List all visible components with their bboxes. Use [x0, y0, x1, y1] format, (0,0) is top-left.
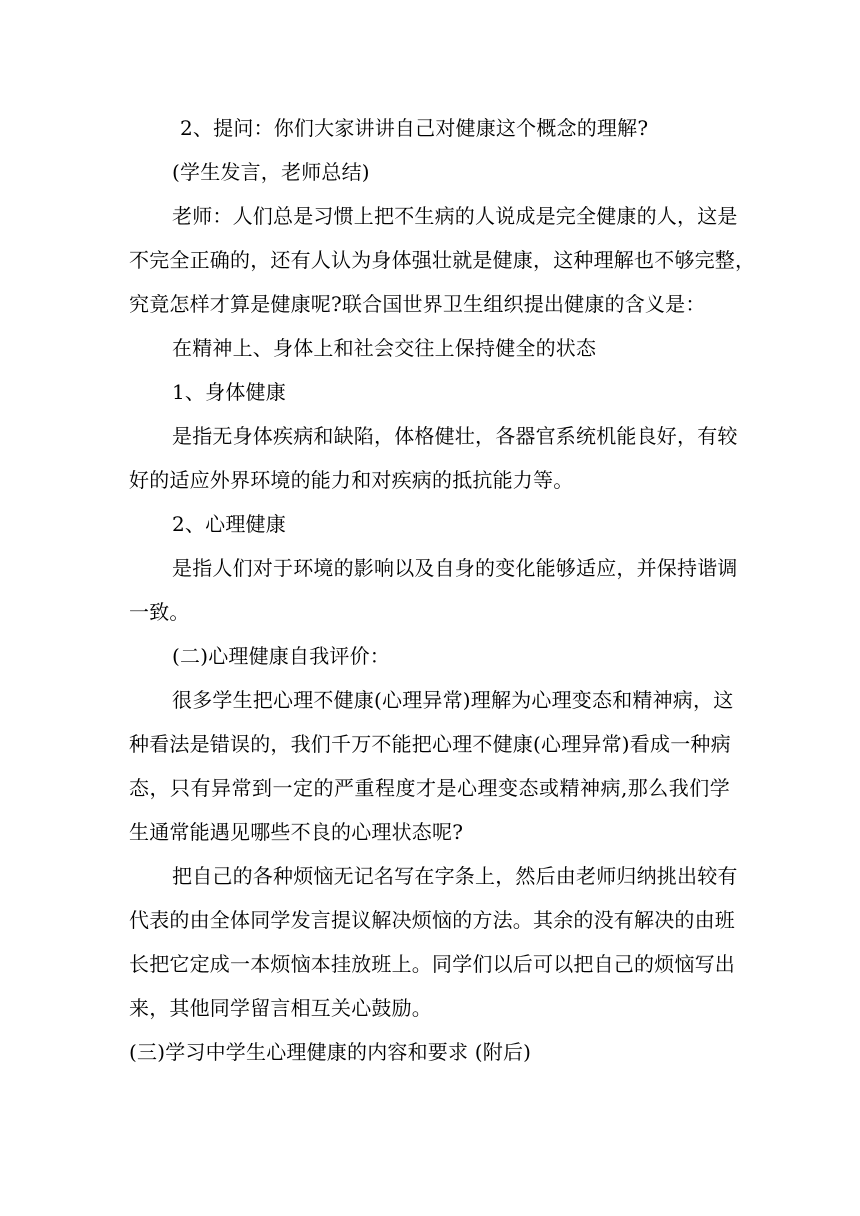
- paragraph-line: 究竟怎样才算是健康呢?联合国世界卫生组织提出健康的含义是：: [129, 292, 706, 316]
- paragraph-line: 好的适应外界环境的能力和对疾病的抵抗能力等。: [129, 468, 574, 492]
- section-heading: (三)学习中学生心理健康的内容和要求 (附后): [129, 1040, 532, 1064]
- note-line: (学生发言，老师总结): [172, 160, 370, 184]
- paragraph-line: 长把它定成一本烦恼本挂放班上。同学们以后可以把自己的烦恼写出: [129, 952, 735, 976]
- paragraph-line: 是指人们对于环境的影响以及自身的变化能够适应，并保持谐调: [172, 556, 738, 580]
- paragraph-line: 种看法是错误的，我们千万不能把心理不健康(心理异常)看成一种病: [129, 732, 731, 756]
- question-line: 2、提问：你们大家讲讲自己对健康这个概念的理解?: [180, 116, 649, 140]
- paragraph-line: 是指无身体疾病和缺陷，体格健壮，各器官系统机能良好，有较: [172, 424, 738, 448]
- paragraph-line: 老师：人们总是习惯上把不生病的人说成是完全健康的人，这是: [172, 204, 738, 228]
- section-heading: 1、身体健康: [172, 380, 286, 404]
- paragraph-line: 把自己的各种烦恼无记名写在字条上，然后由老师归纳挑出较有: [172, 864, 738, 888]
- section-heading: 2、心理健康: [172, 512, 286, 536]
- paragraph-line: 很多学生把心理不健康(心理异常)理解为心理变态和精神病，这: [172, 688, 734, 712]
- paragraph-line: 在精神上、身体上和社会交往上保持健全的状态: [172, 336, 597, 360]
- paragraph-line: 一致。: [129, 600, 190, 624]
- section-heading: (二)心理健康自我评价：: [172, 644, 391, 668]
- paragraph-line: 态，只有异常到一定的严重程度才是心理变态或精神病,那么我们学: [129, 776, 730, 800]
- paragraph-line: 代表的由全体同学发言提议解决烦恼的方法。其余的没有解决的由班: [129, 908, 735, 932]
- paragraph-line: 不完全正确的，还有人认为身体强壮就是健康，这种理解也不够完整，: [129, 248, 756, 272]
- paragraph-line: 来，其他同学留言相互关心鼓励。: [129, 996, 432, 1020]
- paragraph-line: 生通常能遇见哪些不良的心理状态呢?: [129, 820, 464, 844]
